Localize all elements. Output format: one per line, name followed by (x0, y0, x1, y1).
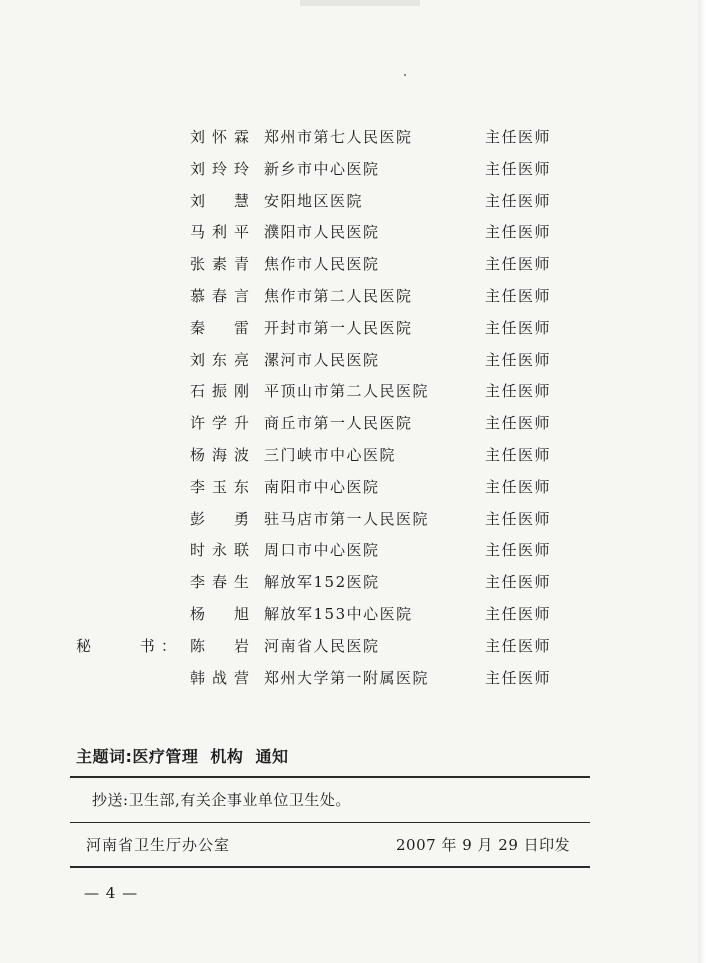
member-title: 主任医师 (485, 541, 552, 560)
roster-role (76, 472, 186, 504)
member-name: 刘玲玲 (190, 159, 250, 178)
member-name: 石振刚 (190, 382, 250, 401)
member-name: 彭 勇 (190, 509, 250, 528)
roster-row (0, 154, 706, 186)
member-name: 刘怀霖 (190, 128, 250, 146)
divider-rule (70, 822, 590, 823)
member-title: 主任医师 (485, 382, 552, 401)
roster-row (0, 376, 706, 408)
scan-dot (404, 74, 406, 76)
roster-role (76, 376, 186, 408)
subject-keywords (76, 744, 288, 767)
roster-row (0, 217, 706, 249)
roster-role (76, 631, 186, 663)
roster-role (76, 345, 186, 377)
roster-row (0, 281, 706, 313)
roster-row (0, 631, 706, 663)
member-hospital: 郑州大学第一附属医院 (264, 668, 430, 687)
roster-role (76, 408, 186, 440)
divider-rule (70, 866, 590, 868)
member-name: 刘 慧 (190, 191, 250, 210)
roster-role (76, 599, 186, 631)
member-name: 陈 岩 (190, 636, 250, 655)
member-hospital: 焦作市第二人民医院 (264, 286, 413, 305)
member-title: 主任医师 (485, 604, 552, 623)
subject-keyword: 通知 (255, 747, 289, 766)
roster-role (76, 186, 186, 218)
member-title: 主任医师 (485, 445, 552, 464)
member-hospital: 安阳地区医院 (264, 191, 364, 210)
member-roster (0, 122, 706, 694)
member-hospital: 漯河市人民医院 (264, 350, 380, 369)
roster-row (0, 345, 706, 377)
member-hospital: 驻马店市第一人民医院 (264, 509, 430, 528)
member-hospital: 解放军152医院 (264, 573, 380, 592)
member-title: 主任医师 (485, 636, 552, 655)
member-name: 韩战营 (190, 668, 250, 687)
roster-role (76, 504, 186, 536)
member-title: 主任医师 (485, 509, 552, 528)
member-name: 杨 旭 (190, 604, 250, 623)
subject-label: 主题词: (76, 747, 133, 766)
member-hospital: 周口市中心医院 (264, 541, 380, 560)
member-name: 慕春言 (190, 286, 250, 305)
member-hospital: 南阳市中心医院 (264, 477, 380, 496)
subject-keyword: 机构 (210, 747, 244, 766)
subject-keyword: 医疗管理 (132, 747, 199, 766)
roster-row (0, 440, 706, 472)
member-name: 张素青 (190, 255, 250, 274)
roster-row (0, 535, 706, 567)
roster-row (0, 122, 706, 154)
member-name: 李玉东 (190, 477, 250, 496)
member-name: 杨海波 (190, 445, 250, 464)
roster-role (76, 281, 186, 313)
roster-role (76, 249, 186, 281)
roster-row (0, 249, 706, 281)
member-hospital: 河南省人民医院 (264, 636, 380, 655)
roster-row (0, 599, 706, 631)
issuing-office: 河南省卫生厅办公室 (86, 836, 231, 854)
member-hospital: 商丘市第一人民医院 (264, 414, 413, 433)
member-hospital: 开封市第一人民医院 (264, 318, 413, 337)
roster-role (76, 313, 186, 345)
roster-row (0, 472, 706, 504)
member-title: 主任医师 (485, 477, 552, 496)
member-title: 主任医师 (485, 159, 552, 178)
member-title: 主任医师 (485, 414, 552, 433)
member-title: 主任医师 (485, 255, 552, 274)
member-hospital: 新乡市中心医院 (264, 159, 380, 178)
roster-role (76, 567, 186, 599)
roster-row (0, 504, 706, 536)
roster-role (76, 122, 186, 154)
member-hospital: 郑州市第七人民医院 (264, 128, 413, 146)
member-title: 主任医师 (485, 191, 552, 210)
roster-role (76, 440, 186, 472)
page-number: — 4 — (84, 884, 139, 902)
member-name: 时永联 (190, 541, 250, 560)
roster-role (76, 217, 186, 249)
roster-row (0, 567, 706, 599)
member-title: 主任医师 (485, 223, 552, 242)
print-date: 2007 年 9 月 29 日印发 (396, 836, 571, 854)
member-name: 许学升 (190, 414, 250, 433)
member-hospital: 平顶山市第二人民医院 (264, 382, 430, 401)
member-name: 秦 雷 (190, 318, 250, 337)
member-hospital: 焦作市人民医院 (264, 255, 380, 274)
member-title: 主任医师 (485, 573, 552, 592)
member-hospital: 三门峡市中心医院 (264, 445, 397, 464)
member-title: 主任医师 (485, 318, 552, 337)
roster-row (0, 186, 706, 218)
member-name: 李春生 (190, 573, 250, 592)
member-hospital: 濮阳市人民医院 (264, 223, 380, 242)
roster-role (76, 663, 186, 695)
member-title: 主任医师 (485, 350, 552, 369)
member-title: 主任医师 (485, 286, 552, 305)
roster-role (76, 154, 186, 186)
member-title: 主任医师 (485, 668, 552, 687)
scan-smudge (300, 0, 420, 6)
roster-role (76, 535, 186, 567)
divider-rule (70, 776, 590, 778)
roster-role-label: 秘 书： (76, 636, 176, 655)
roster-row (0, 408, 706, 440)
member-title: 主任医师 (485, 128, 552, 146)
member-name: 刘东亮 (190, 350, 250, 369)
roster-row (0, 663, 706, 695)
member-hospital: 解放军153中心医院 (264, 604, 413, 623)
member-name: 马利平 (190, 223, 250, 242)
cc-line: 抄送:卫生部,有关企事业单位卫生处。 (92, 791, 351, 809)
roster-row (0, 313, 706, 345)
